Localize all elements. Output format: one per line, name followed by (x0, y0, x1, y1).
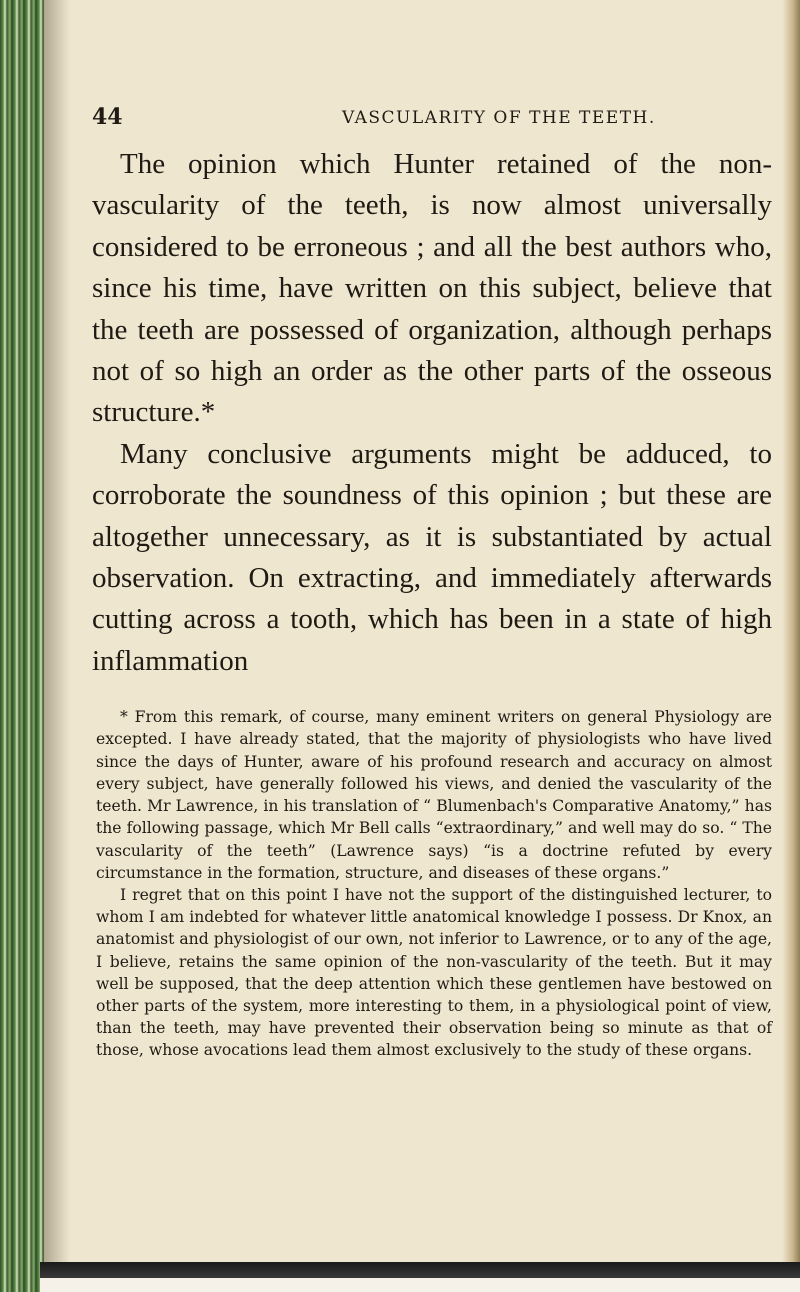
scan-bottom-margin (40, 1278, 800, 1292)
page-number: 44 (92, 104, 123, 130)
scan-bottom-border (40, 1262, 800, 1278)
book-binding-edge (0, 0, 44, 1292)
page-header (92, 102, 772, 136)
body-paragraph: The opinion which Hunter retained of the non-vascularity of the teeth, is now almost universally considered to be erroneous ; and all the best authors who, since his time, have written on this subject, believe that the teeth are possessed of organization, although perhaps not of so high an order as the other parts of the osseous structure.* (92, 148, 772, 429)
book-page (92, 102, 772, 1062)
page-right-edge (782, 0, 800, 1292)
body-paragraph: Many conclusive arguments might be adduced, to corroborate the soundness of this opinion ; but these are altogether unnecessary, as it is substantiated by actual observation. On extracting, and immediately afterwards cutting across a tooth, which has been in a state of high inflammation (92, 437, 772, 677)
gutter-shadow (44, 0, 70, 1292)
footnote-paragraph: * From this remark, of course, many eminent writers on general Physiology are excepted. I have already stated, that the majority of physiologists who have lived since the days of Hunter, aware of his profound research and accuracy on almost every subject, have generally followed his views, and denied the vascularity of the teeth. Mr Lawrence, in his translation of “ Blumenbach's Comparative Anatomy,” has the following passage, which Mr Bell calls “extraordinary,” and well may do so. “ The vascularity of the teeth” (Lawrence says) “is a doctrine refuted by every circumstance in the formation, structure, and diseases of these organs.” (96, 708, 772, 882)
footnote-paragraph: I regret that on this point I have not the support of the distinguished lecturer, to whom I am indebted for whatever little anatomical knowledge I possess. Dr Knox, an anatomist and physiologist of our own, not inferior to Lawrence, or to any of the age, I believe, retains the same opinion of the non-vascularity of the teeth. But it may well be supposed, that the deep attention which these gentlemen have bestowed on other parts of the system, more interesting to them, in a physiological point of view, than the teeth, may have prevented their observation being so minute as that of those, whose avocations lead them almost exclusively to the study of these organs. (96, 885, 772, 1060)
footnote-block (92, 706, 772, 1061)
main-text (92, 144, 772, 682)
running-title: VASCULARITY OF THE TEETH. (342, 108, 656, 128)
